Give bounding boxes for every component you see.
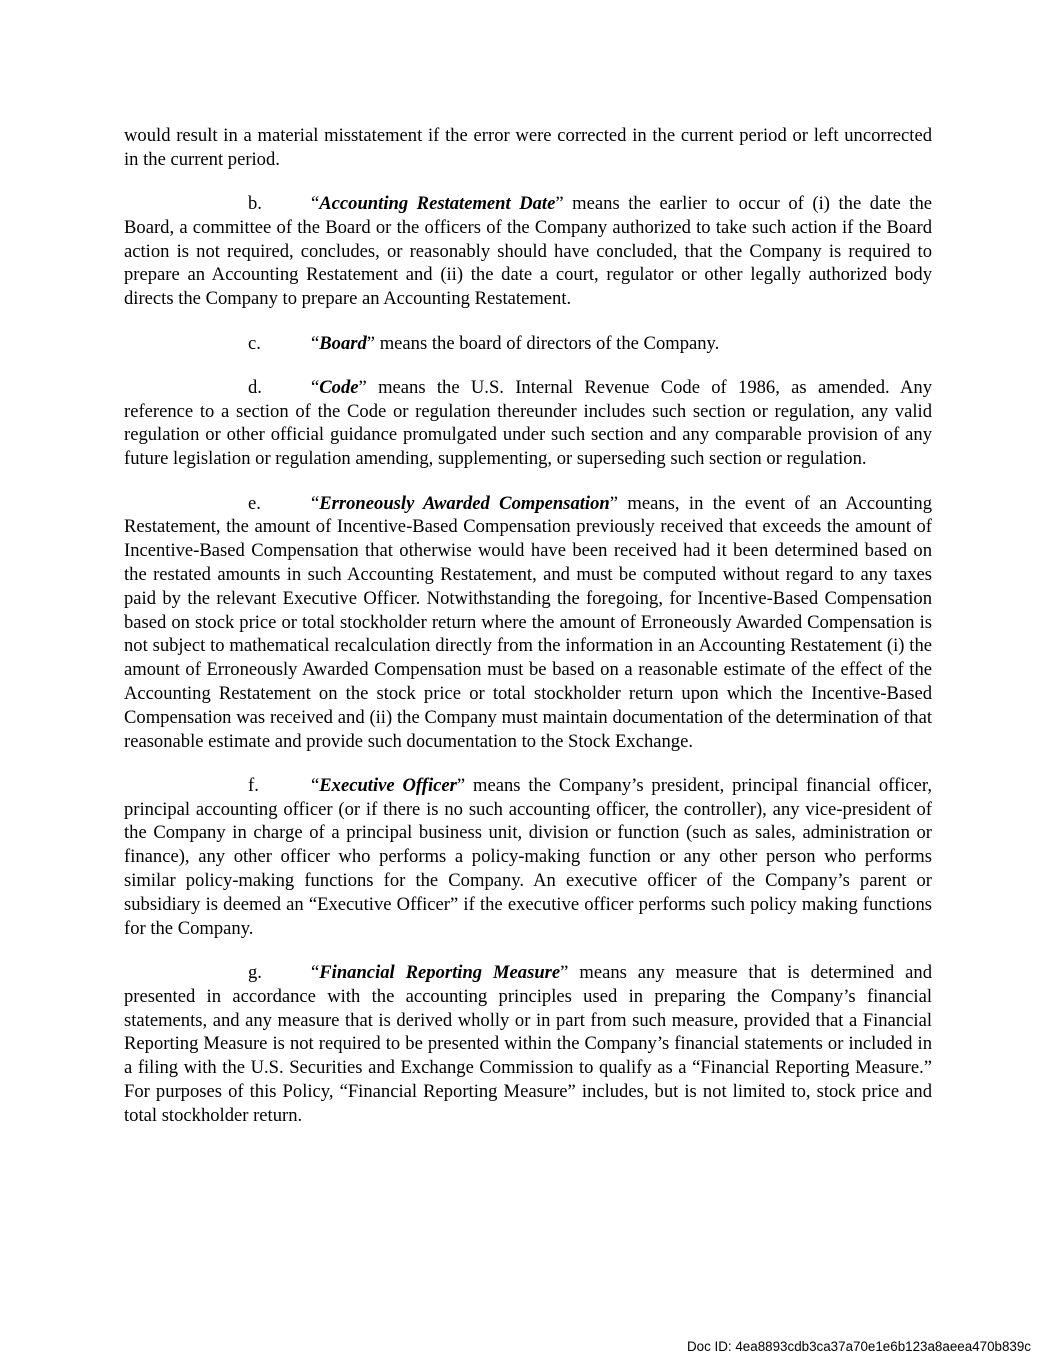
- definition-letter: d.: [248, 376, 262, 398]
- definition-text: means the U.S. Internal Revenue Code of 1986, as amended. Any reference to a section of the Code or regulation thereunder includes such section or regulation, any valid regulation or other official guidance promulgated under such section and any comparable provision of any future legislation or regulation amending, supplementing, or superseding such section or regulation.: [124, 376, 932, 470]
- definition-board: c. “Board” means the board of directors of the Company.: [248, 332, 720, 354]
- definition-letter: e.: [248, 492, 261, 514]
- definition-letter: f.: [248, 774, 259, 796]
- doc-id-footer: Doc ID: 4ea8893cdb3ca37a70e1e6b123a8aeea470b839c: [687, 1339, 1031, 1354]
- defined-term: Erroneously Awarded Compensation: [319, 492, 610, 514]
- defined-term: Accounting Restatement Date: [319, 193, 556, 215]
- definition-text: means the Company’s president, principal financial officer, principal accounting officer (or if there is no such accounting officer, the controller), any vice-president of the Company in charge of a principal business unit, division or function (such as sales, administration or finance), any other officer who performs a policy-making function or any other person who performs similar policy-making functions for the Company. An executive officer of the Company’s parent or subsidiary is deemed an “Executive Officer” if the executive officer performs such policy making functions for the Company.: [124, 774, 932, 939]
- defined-term: Code: [319, 376, 359, 398]
- definition-financial-reporting-measure: g. “Financial Reporting Measure” means any measure that is determined and presented in accordance with the accounting principles used in preparing the Company’s financial statements, and any measure that is derived wholly or in part from such measure, provided that a Financial Reporting Measure is not required to be presented within the Company’s financial statements or included in a filing with the U.S. Securities and Exchange Commission to qualify as a “Financial Reporting Measure.” For purposes of this Policy, “Financial Reporting Measure” includes, but is not limited to, stock price and total stockholder return.: [124, 961, 932, 1126]
- definition-code: d. “Code” means the U.S. Internal Revenue Code of 1986, as amended. Any reference to a section of the Code or regulation thereunder includes such section or regulation, any valid regulation or other official guidance promulgated under such section and any comparable provision of any future legislation or regulation amending, supplementing, or superseding such section or regulation.: [124, 376, 932, 470]
- definition-text: means the earlier to occur of (i) the date the Board, a committee of the Board or the officers of the Company authorized to take such action if the Board action is not required, concludes, or reasonably should have concluded, that the Company is required to prepare an Accounting Restatement and (ii) the date a court, regulator or other legally authorized body directs the Company to prepare an Accounting Restatement.: [124, 193, 932, 310]
- definition-text: means, in the event of an Accounting Restatement, the amount of Incentive-Based Compensation previously received that exceeds the amount of Incentive-Based Compensation that otherwise would have been received had it been determined based on the restated amounts in such Accounting Restatement, and must be computed without regard to any taxes paid by the relevant Executive Officer. Notwithstanding the foregoing, for Incentive-Based Compensation based on stock price or total stockholder return where the amount of Erroneously Awarded Compensation is not subject to mathematical recalculation directly from the information in an Accounting Restatement (i) the amount of Erroneously Awarded Compensation must be based on a reasonable estimate of the effect of the Accounting Restatement on the stock price or total stockholder return upon which the Incentive-Based Compensation was received and (ii) the Company must maintain documentation of the determination of that reasonable estimate and provide such documentation to the Stock Exchange.: [124, 492, 932, 752]
- definition-accounting-restatement-date: b. “Accounting Restatement Date” means the earlier to occur of (i) the date the Board, a committee of the Board or the officers of the Company authorized to take such action if the Board action is not required, concludes, or reasonably should have concluded, that the Company is required to prepare an Accounting Restatement and (ii) the date a court, regulator or other legally authorized body directs the Company to prepare an Accounting Restatement.: [124, 193, 932, 310]
- definition-letter: c.: [248, 332, 261, 354]
- defined-term: Executive Officer: [319, 774, 457, 796]
- defined-term: Financial Reporting Measure: [319, 961, 561, 983]
- document-page: [124, 124, 932, 1148]
- opening-paragraph: would result in a material misstatement if the error were corrected in the current period or left uncorrected in the current period.: [124, 125, 932, 170]
- definition-executive-officer: f. “Executive Officer” means the Company’s president, principal financial officer, principal accounting officer (or if there is no such accounting officer, the controller), any vice-president of the Company in charge of a principal business unit, division or function (such as sales, administration or finance), any other officer who performs a policy-making function or any other person who performs similar policy-making functions for the Company. An executive officer of the Company’s parent or subsidiary is deemed an “Executive Officer” if the executive officer performs such policy making functions for the Company.: [124, 774, 932, 939]
- definition-letter: g.: [248, 961, 262, 983]
- definition-letter: b.: [248, 193, 262, 215]
- definition-text: means the board of directors of the Company.: [375, 332, 720, 354]
- definition-text: means any measure that is determined and presented in accordance with the accounting principles used in preparing the Company’s financial statements, and any measure that is derived wholly or in part from such measure, provided that a Financial Reporting Measure is not required to be presented within the Company’s financial statements or included in a filing with the U.S. Securities and Exchange Commission to qualify as a “Financial Reporting Measure.” For purposes of this Policy, “Financial Reporting Measure” includes, but is not limited to, stock price and total stockholder return.: [124, 961, 932, 1126]
- defined-term: Board: [319, 332, 367, 354]
- definition-erroneously-awarded-compensation: e. “Erroneously Awarded Compensation” means, in the event of an Accounting Restatement, the amount of Incentive-Based Compensation previously received that exceeds the amount of Incentive-Based Compensation that otherwise would have been received had it been determined based on the restated amounts in such Accounting Restatement, and must be computed without regard to any taxes paid by the relevant Executive Officer. Notwithstanding the foregoing, for Incentive-Based Compensation based on stock price or total stockholder return where the amount of Erroneously Awarded Compensation is not subject to mathematical recalculation directly from the information in an Accounting Restatement (i) the amount of Erroneously Awarded Compensation must be based on a reasonable estimate of the effect of the Accounting Restatement on the stock price or total stockholder return upon which the Incentive-Based Compensation was received and (ii) the Company must maintain documentation of the determination of that reasonable estimate and provide such documentation to the Stock Exchange.: [124, 492, 932, 752]
